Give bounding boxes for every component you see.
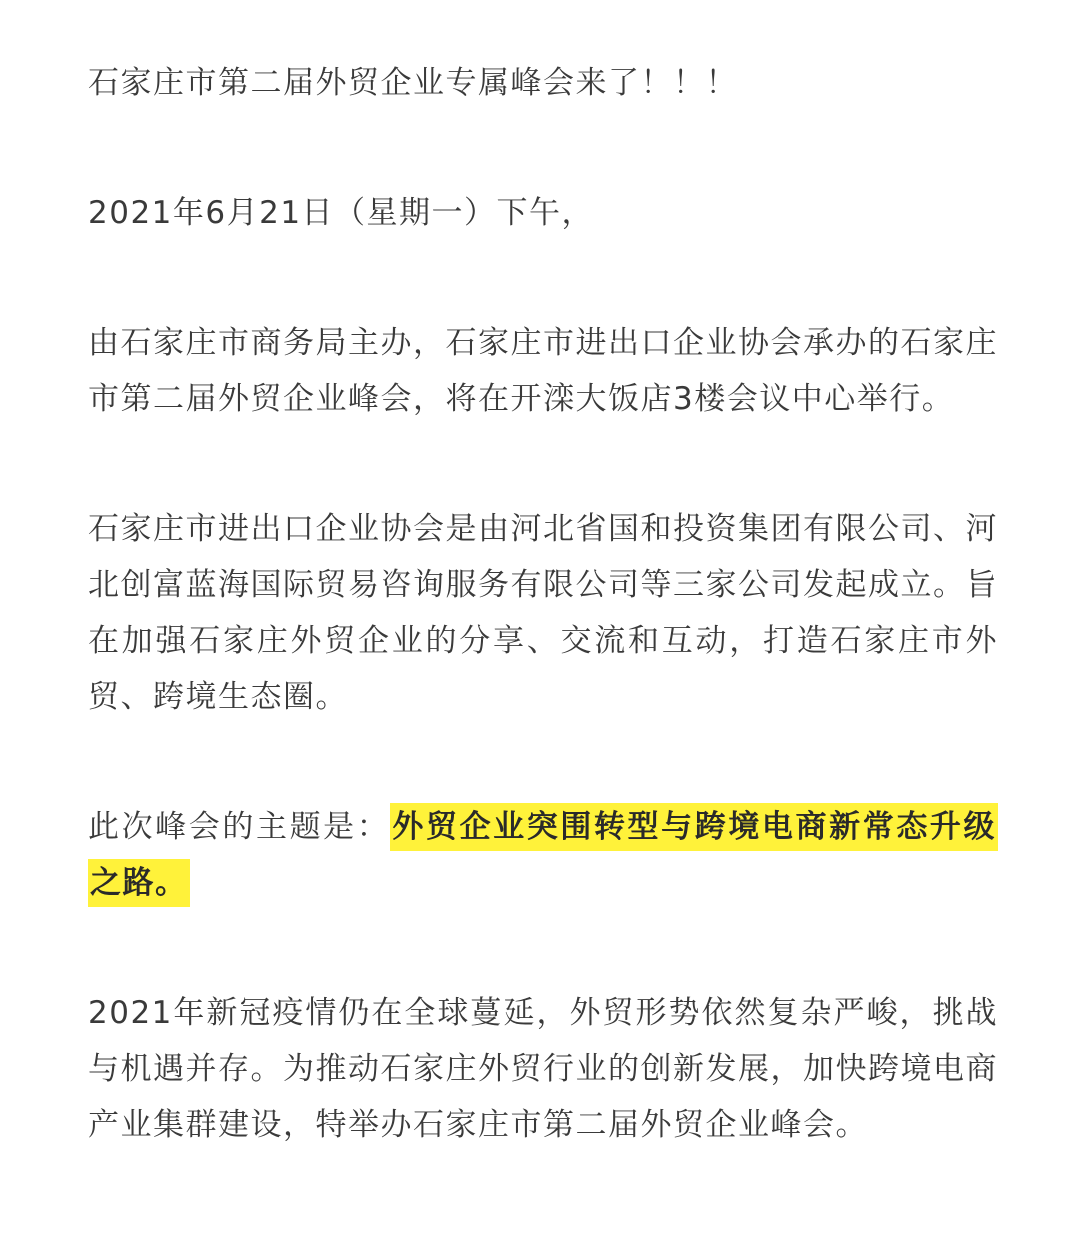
paragraph-theme (88, 799, 998, 911)
theme-label: 此次峰会的主题是： (88, 809, 391, 845)
paragraph-association: 石家庄市进出口企业协会是由河北省国和投资集团有限公司、河北创富蓝海国际贸易咨询服务有限公司等三家公司发起成立。旨在加强石家庄外贸企业的分享、交流和互动，打造石家庄市外贸、跨境生态圈。 (88, 511, 998, 715)
article-headline: 石家庄市第二届外贸企业专属峰会来了！！！ (88, 65, 738, 101)
paragraph-background: 2021年新冠疫情仍在全球蔓延，外贸形势依然复杂严峻，挑战与机遇并存。为推动石家庄外贸行业的创新发展，加快跨境电商产业集群建设，特举办石家庄市第二届外贸企业峰会。 (88, 995, 998, 1143)
paragraph-organizers: 由石家庄市商务局主办，石家庄市进出口企业协会承办的石家庄市第二届外贸企业峰会，将在开滦大饭店3楼会议中心举行。 (88, 325, 998, 417)
theme-highlight: 外贸企业突围转型与跨境电商新常态升级之路。 (88, 803, 998, 907)
article-body (88, 55, 998, 1153)
event-date: 2021年6月21日（星期一）下午， (88, 195, 595, 231)
